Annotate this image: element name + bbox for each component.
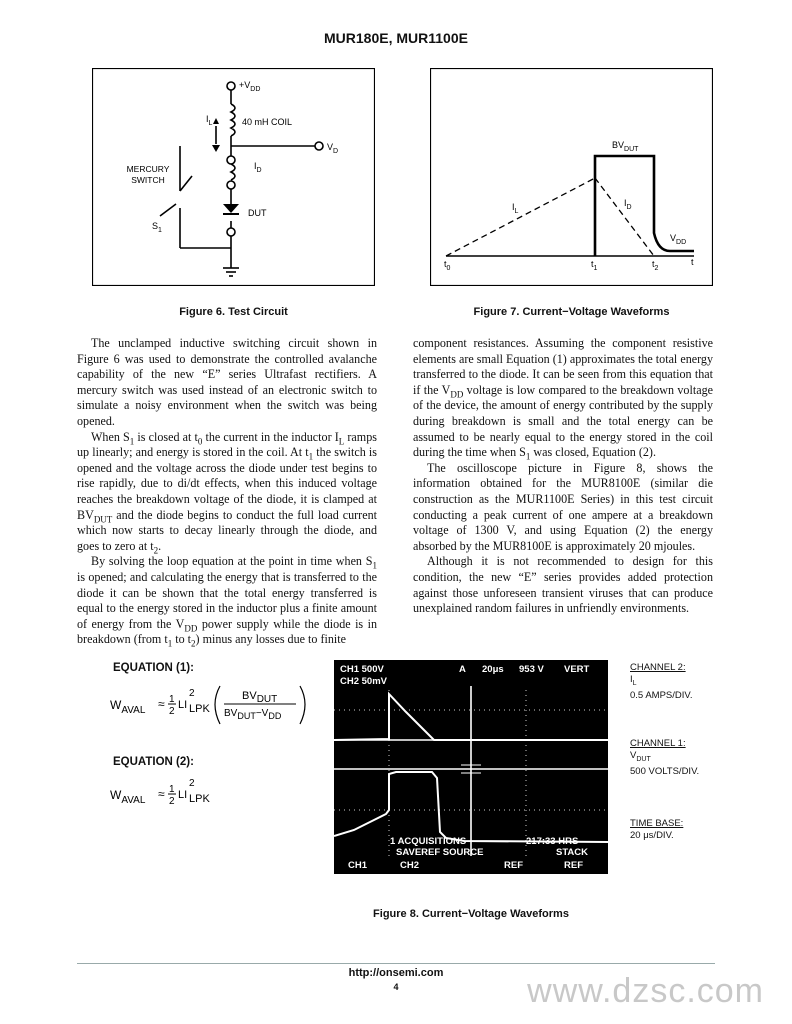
paragraph: The oscilloscope picture in Figure 8, shows the information obtained for the MUR8100E (similar die construction as the MUR1100E Series) in this test circuit conducting a peak current of one ampere at a breakdown voltage of 1300 V, and using Equation (2) the energy absorbed by the MUR8100E is approximately 20 mjoules.: [413, 460, 713, 553]
dut-label: DUT: [248, 208, 267, 218]
equation-1-label: EQUATION (1):: [113, 662, 194, 674]
watermark: www.dzsc.com: [527, 972, 764, 1010]
s1-label: $S_1$: [152, 221, 162, 234]
vd-label: $V_D$: [327, 142, 339, 155]
eq2-approx: ≈: [158, 787, 165, 801]
t2-label: $t_2$: [652, 259, 659, 272]
il-wave-label: $I_L$: [512, 202, 519, 215]
eq-num: BVDUT: [242, 690, 278, 705]
eq2-lpk: LPK: [189, 793, 210, 805]
eq-sq: 2: [189, 688, 195, 699]
scope-top-vert: VERT: [564, 664, 590, 675]
page-number: 4: [393, 982, 399, 992]
eq-half-num: 1: [169, 694, 175, 705]
il-label: $I_L$: [206, 114, 213, 127]
paragraph: When $S_1$ is closed at $t_0$ the current in the inductor $I_L$ ramps up linearly; and energy is stored in the coil. At $t_1$ the switch is opened and the voltage across the diode under test begins to rise rapidly, due to di/dt effects, when this induced voltage reaches the breakdown voltage of the diode, it is clamped at $BV_{DUT}$ and the diode begins to conduct the full load current which now starts to decay linearly through the diode, and goes to zero at $t_2$.: [77, 429, 377, 556]
time-base-scale: 20 μs/DIV.: [630, 829, 674, 841]
paragraph: By solving the loop equation at the point in time when $S_1$ is opened; and calculating the energy that is transferred to the diode it can be shown that the total energy transferred is equal to the energy stored in the inductor plus a finite amount of energy from the $V_{DD}$ power supply while the diode is in breakdown (from $t_1$ to $t_2$) minus any losses due to finite: [77, 554, 377, 649]
body-right-column: [413, 336, 713, 617]
mercury-label: MERCURY: [126, 164, 170, 174]
figure-7-caption: Figure 7. Current−Voltage Waveforms: [473, 306, 670, 318]
eq2-half-num: 1: [169, 784, 175, 795]
eq-w: $W_{AVAL}$: [110, 698, 146, 716]
paragraph: The unclamped inductive switching circuit shown in Figure 6 was used to demonstrate the controlled avalanche capability of the new “E” series Ultrafast rectifiers. A mercury switch was used instead of an electronic switch to simulate a noisy environment when the switch was being opened.: [77, 336, 377, 428]
paragraph: component resistances. Assuming the component resistive elements are small Equation (1) approximates the total energy transferred to the diode. It can be seen from this equation that if the $V_{DD}$ voltage is low compared to the breakdown voltage of the device, the amount of energy contributed by the supply during breakdown is small and the total energy can be assumed to be nearly equal to the energy stored in the coil during the time when $S_1$ was closed, Equation (2).: [413, 336, 714, 462]
time-base-heading: TIME BASE:: [630, 817, 684, 829]
channel-2-scale: 0.5 AMPS/DIV.: [630, 689, 693, 701]
page-title: MUR180E, MUR1100E: [324, 30, 468, 46]
scope-hours: 217:33 HRS: [526, 836, 579, 847]
channel-2-heading: CHANNEL 2:: [630, 662, 686, 673]
footer-url: http://onsemi.com: [348, 967, 444, 979]
scope-top-ch1: CH1 500V: [340, 664, 384, 675]
eq-lpk: LPK: [189, 703, 210, 715]
scope-soft-ch2: CH2: [400, 860, 420, 871]
equation-2: [108, 774, 228, 814]
eq-half-den: 2: [169, 706, 175, 717]
scope-soft-ch1: CH1: [348, 860, 368, 871]
eq-approx: ≈: [158, 697, 165, 711]
body-left-column: [77, 336, 377, 648]
bvdut-label: $BV_{DUT}$: [612, 140, 639, 153]
coil-label: 40 mH COIL: [242, 117, 293, 127]
scope-soft-ref2: REF: [564, 860, 583, 871]
eq2-sq: 2: [189, 778, 195, 789]
id-wave-label: $I_D$: [624, 198, 632, 211]
id-label: $I_D$: [254, 161, 262, 174]
scope-top-time: 20μs: [482, 664, 504, 675]
eq-den: BVDUT−VDD: [224, 708, 282, 721]
footer-divider: [77, 963, 715, 964]
eq2-li: LI: [178, 789, 188, 801]
channel-1-signal: $V_{DUT}$: [630, 749, 651, 763]
vdd-label: $+V_{DD}$: [239, 80, 261, 93]
scope-top-a: A: [459, 664, 466, 675]
t0-label: $t_0$: [444, 259, 451, 272]
eq-li: LI: [178, 699, 188, 711]
scope-stack: STACK: [556, 847, 589, 858]
scope-top-volts: 953 V: [519, 664, 544, 675]
scope-acquisitions: 1 ACQUISITIONS: [390, 836, 467, 847]
t-axis-label: t: [691, 257, 694, 267]
t1-label: $t_1$: [591, 259, 598, 272]
figure-6-test-circuit: [92, 68, 375, 286]
channel-1-scale: 500 VOLTS/DIV.: [630, 765, 700, 777]
vdd-wave-label: $V_{DD}$: [670, 233, 687, 246]
scope-soft-ref1: REF: [504, 860, 523, 871]
figure-6-caption: Figure 6. Test Circuit: [179, 306, 288, 318]
equation-1: [108, 680, 318, 728]
scope-legend: [630, 662, 750, 842]
scope-saveref: SAVEREF SOURCE: [396, 847, 484, 858]
paragraph: Although it is not recommended to design for this condition, the new “E” series provides added protection against those unforeseen transient viruses that can produce unexplained random failures in unfriendly environments.: [413, 554, 713, 616]
scope-top-ch2: CH2 50mV: [340, 676, 387, 687]
eq2-half-den: 2: [169, 796, 175, 807]
figure-8-caption: Figure 8. Current−Voltage Waveforms: [373, 908, 569, 920]
channel-1-heading: CHANNEL 1:: [630, 737, 686, 749]
equation-2-label: EQUATION (2):: [113, 756, 194, 768]
switch-label: SWITCH: [131, 175, 165, 185]
figure-7-waveforms: [430, 68, 713, 286]
eq2-w: $W_{AVAL}$: [110, 788, 146, 806]
oscilloscope-screen: [334, 660, 608, 874]
channel-2-signal: $I_L$: [630, 674, 637, 687]
